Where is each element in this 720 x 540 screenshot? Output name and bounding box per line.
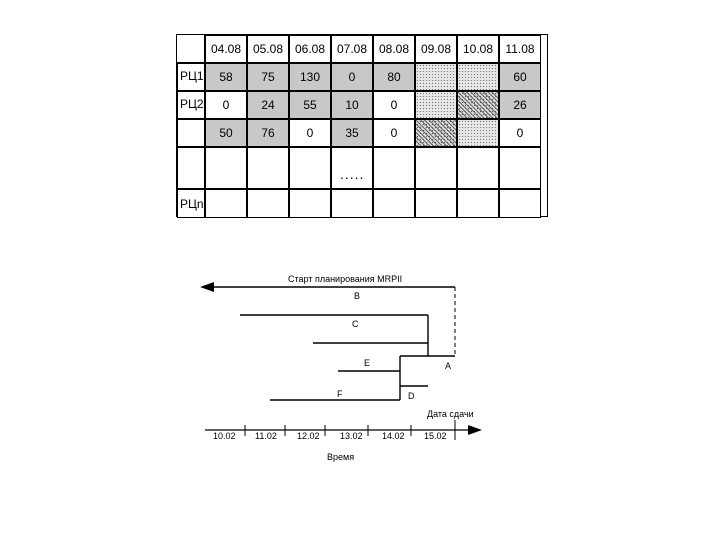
date-header: 10.08: [457, 35, 499, 63]
load-cell: 55: [289, 91, 331, 119]
start-arrow-head: [200, 282, 214, 292]
load-cell: 10: [331, 91, 373, 119]
load-cell: 35: [331, 119, 373, 147]
date-header: 05.08: [247, 35, 289, 63]
axis-date-label: 15.02: [424, 431, 447, 441]
task-label-f: F: [337, 389, 343, 399]
date-header: 06.08: [289, 35, 331, 63]
row-label: РЦ2: [180, 97, 204, 111]
load-cell: 0: [331, 63, 373, 91]
axis-date-label: 13.02: [340, 431, 363, 441]
load-cell: 24: [247, 91, 289, 119]
axis-date-label: 10.02: [213, 431, 236, 441]
time-axis-arrow: [468, 425, 482, 435]
load-cell: 26: [499, 91, 541, 119]
load-cell: 76: [247, 119, 289, 147]
task-label-d: D: [408, 391, 415, 401]
task-label-e: E: [364, 358, 371, 368]
date-header: 08.08: [373, 35, 415, 63]
date-header: 09.08: [415, 35, 457, 63]
axis-date-label: 11.02: [255, 431, 277, 441]
load-cell: 60: [499, 63, 541, 91]
task-label-c: C: [352, 319, 359, 329]
row-label-last: РЦn: [180, 197, 204, 211]
load-cell: 80: [373, 63, 415, 91]
date-header: 11.08: [499, 35, 541, 63]
load-cell: 0: [289, 119, 331, 147]
axis-title: Время: [327, 452, 355, 462]
load-cell: 130: [289, 63, 331, 91]
task-label-a: A: [445, 361, 452, 371]
load-cell: 0: [373, 119, 415, 147]
axis-date-label: 14.02: [382, 431, 405, 441]
axis-date-label: 12.02: [297, 431, 320, 441]
load-cell: 50: [205, 119, 247, 147]
row-label: РЦ1: [180, 69, 204, 83]
start-label: Старт планирования MRPII: [288, 274, 403, 284]
load-cell: 0: [373, 91, 415, 119]
date-header: 07.08: [331, 35, 373, 63]
load-cell: 75: [247, 63, 289, 91]
load-cell: 0: [499, 119, 541, 147]
task-label-b: B: [354, 291, 361, 301]
date-header: 04.08: [205, 35, 247, 63]
load-cell: 0: [205, 91, 247, 119]
load-cell: 58: [205, 63, 247, 91]
due-date-label: Дата сдачи: [427, 409, 474, 419]
rows-ellipsis: .....: [340, 166, 365, 182]
